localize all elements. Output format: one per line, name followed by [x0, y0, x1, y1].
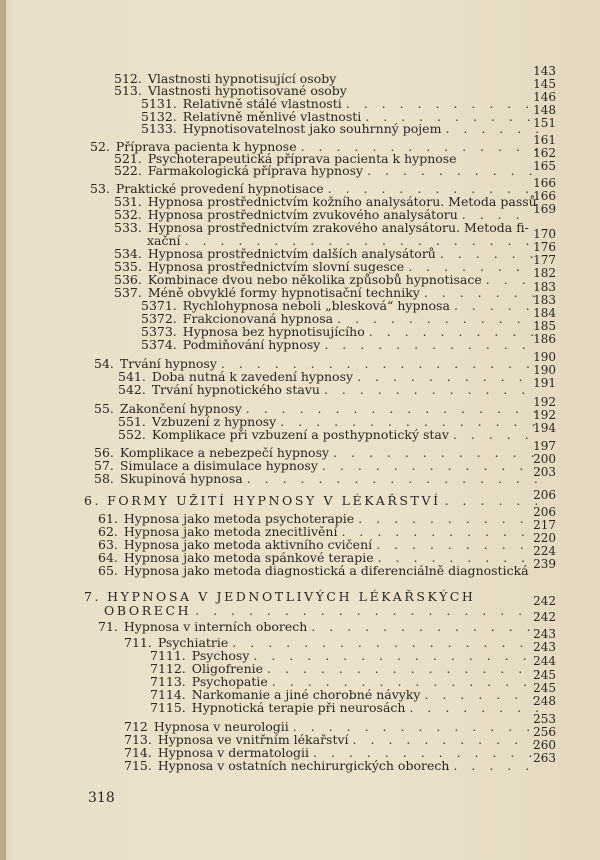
toc-entry: 715. Hypnosa v ostatních nechirurgických oborech . . . — [124, 759, 538, 773]
toc-entry: 62. Hypnosa jako metoda znecitlivění . . . — [98, 525, 538, 539]
toc-page: 206 — [533, 505, 556, 519]
toc-page: 243 — [533, 627, 556, 641]
toc-entry: 711. Psychiatrie . . . — [124, 636, 538, 650]
toc-entry: 513. Vlastnosti hypnotisované osoby — [114, 83, 347, 98]
toc-entry: 5373. Hypnosa bez hypnotisujícího . . . — [141, 325, 541, 339]
toc-entry: 537. Méně obvyklé formy hypnotisační techniky . . . — [114, 286, 534, 300]
toc-page: 243 — [533, 640, 556, 654]
toc-page: 176 — [533, 240, 556, 254]
toc-entry: 55. Zakončení hypnosy . . . — [94, 402, 540, 416]
toc-page: 170 — [533, 227, 556, 241]
toc-page: 186 — [533, 332, 556, 346]
toc-entry: 712 Hypnosa v neurologii . . . — [124, 720, 538, 734]
toc-entry: 532. Hypnosa prostřednictvím zvukového analysátoru . . . — [114, 208, 534, 222]
toc-page: 184 — [533, 306, 556, 320]
toc-page: 242 — [533, 594, 556, 608]
chapter-heading: 7. HYPNOSA V JEDNOTLIVÝCH LÉKAŘSKÝCH — [84, 589, 476, 604]
toc-page: 244 — [533, 654, 556, 668]
toc-page: 242 — [533, 610, 556, 624]
toc-entry: 5371. Rychlohypnosa neboli „blesková“ hypnosa . . . — [141, 299, 541, 313]
toc-page: 151 — [533, 116, 556, 130]
toc-entry: 71. Hypnosa v interních oborech . . . — [98, 620, 538, 634]
toc-entry: 531. Hypnosa prostřednictvím kožního analysátoru. Metoda passů — [114, 194, 537, 209]
toc-entry: 58. Skupinová hypnosa . . . — [94, 472, 540, 486]
toc-page: 203 — [533, 465, 556, 479]
toc-page: 183 — [533, 293, 556, 307]
toc-entry: 54. Trvání hypnosy . . . — [94, 357, 540, 371]
toc-entry: 57. Simulace a disimulace hypnosy . . . — [94, 459, 540, 473]
toc-entry: 7113. Psychopatie . . . — [150, 675, 540, 689]
toc-page: 206 — [533, 488, 556, 502]
toc-page: 248 — [533, 694, 556, 708]
toc-page: 162 — [533, 146, 556, 160]
toc-page: 194 — [533, 421, 556, 435]
toc-page: 197 — [533, 439, 556, 453]
toc-page: 177 — [533, 253, 556, 267]
toc-entry: 536. Kombinace dvou nebo několika způsobů hypnotisace . . . — [114, 273, 534, 287]
toc-page: 245 — [533, 681, 556, 695]
toc-page: 239 — [533, 557, 556, 571]
toc-page: 190 — [533, 363, 556, 377]
toc-entry: 5372. Frakcionovaná hypnosa . . . — [141, 312, 541, 326]
toc-page: 200 — [533, 452, 556, 466]
toc-entry: 534. Hypnosa prostřednictvím dalších analysátorů . . . — [114, 247, 534, 261]
toc-page: 161 — [533, 133, 556, 147]
toc-entry: 5133. Hypnotisovatelnost jako souhrnný pojem . . . — [141, 122, 541, 136]
chapter-heading: OBORECH . . . — [98, 604, 538, 618]
toc-page: 166 — [533, 176, 556, 190]
toc-entry: 521. Psychoterapeutická příprava pacienta k hypnose — [114, 151, 457, 166]
toc-page: 245 — [533, 668, 556, 682]
toc-entry: 7114. Narkomanie a jiné chorobné návyky . . . — [150, 688, 540, 702]
toc-entry: 535. Hypnosa prostřednictvím slovní sugesce . . . — [114, 260, 534, 274]
toc-page: 169 — [533, 202, 556, 216]
toc-entry: 7111. Psychosy . . . — [150, 649, 540, 663]
toc-entry: 714. Hypnosa v dermatologii . . . — [124, 746, 538, 760]
toc-page: 183 — [533, 280, 556, 294]
page-number: 318 — [88, 790, 115, 806]
toc-entry: 512. Vlastnosti hypnotisující osoby — [114, 71, 337, 86]
toc-page: 148 — [533, 103, 556, 117]
toc-page: 145 — [533, 77, 556, 91]
toc-entry: 64. Hypnosa jako metoda spánkové terapie . . . — [98, 551, 538, 565]
toc-entry: 7115. Hypnotická terapie při neurosách . . . — [150, 701, 540, 715]
toc-entry: 5131. Relativně stálé vlastnosti . . . — [141, 97, 541, 111]
toc-entry: 53. Praktické provedení hypnotisace . . . — [90, 182, 540, 196]
toc-entry: 61. Hypnosa jako metoda psychoterapie . . . — [98, 512, 538, 526]
toc-page: 217 — [533, 518, 556, 532]
toc-entry: 542. Trvání hypnotického stavu . . . — [118, 383, 538, 397]
toc-entry: 5132. Relativně měnlivé vlastnosti . . . — [141, 110, 541, 124]
toc-entry: 52. Příprava pacienta k hypnose . . . — [90, 140, 540, 154]
toc-entry: 5374. Podmiňování hypnosy . . . — [141, 338, 541, 352]
toc-page: 182 — [533, 266, 556, 280]
toc-entry: 65. Hypnosa jako metoda diagnostická a diferenciálně diagnostická — [98, 563, 529, 578]
page-edge — [0, 0, 6, 860]
toc-entry: 552. Komplikace při vzbuzení a posthypnotický stav . . . — [118, 428, 538, 442]
toc-page: 253 — [533, 712, 556, 726]
toc-page: 185 — [533, 319, 556, 333]
toc-page: 260 — [533, 738, 556, 752]
toc-page: 191 — [533, 376, 556, 390]
toc-page: 192 — [533, 408, 556, 422]
toc-page: 220 — [533, 531, 556, 545]
toc-page: 146 — [533, 90, 556, 104]
toc-page: 192 — [533, 395, 556, 409]
toc-page: 256 — [533, 725, 556, 739]
toc-entry: 551. Vzbuzení z hypnosy . . . — [118, 415, 538, 429]
toc-entry: 713. Hypnosa ve vnitřním lékařství . . . — [124, 733, 538, 747]
toc-entry: 63. Hypnosa jako metoda aktivního cvičení . . . — [98, 538, 538, 552]
chapter-heading: 6. FORMY UŽITÍ HYPNOSY V LÉKAŘSTVÍ . . . — [84, 494, 540, 508]
toc-entry: xační . . . — [141, 234, 541, 248]
toc-page: 263 — [533, 751, 556, 765]
toc-page: 143 — [533, 64, 556, 78]
toc-entry: 7112. Oligofrenie . . . — [150, 662, 540, 676]
toc-entry: 533. Hypnosa prostřednictvím zrakového analysátoru. Metoda fi- — [114, 220, 529, 235]
toc-entry: 522. Farmakologická příprava hypnosy . . . — [114, 164, 534, 178]
toc-page: 224 — [533, 544, 556, 558]
toc-page: 166 — [533, 189, 556, 203]
toc-entry: 56. Komplikace a nebezpečí hypnosy . . . — [94, 446, 540, 460]
toc-entry: 541. Doba nutná k zavedení hypnosy . . . — [118, 370, 538, 384]
toc-page: 190 — [533, 350, 556, 364]
toc-page: 165 — [533, 159, 556, 173]
